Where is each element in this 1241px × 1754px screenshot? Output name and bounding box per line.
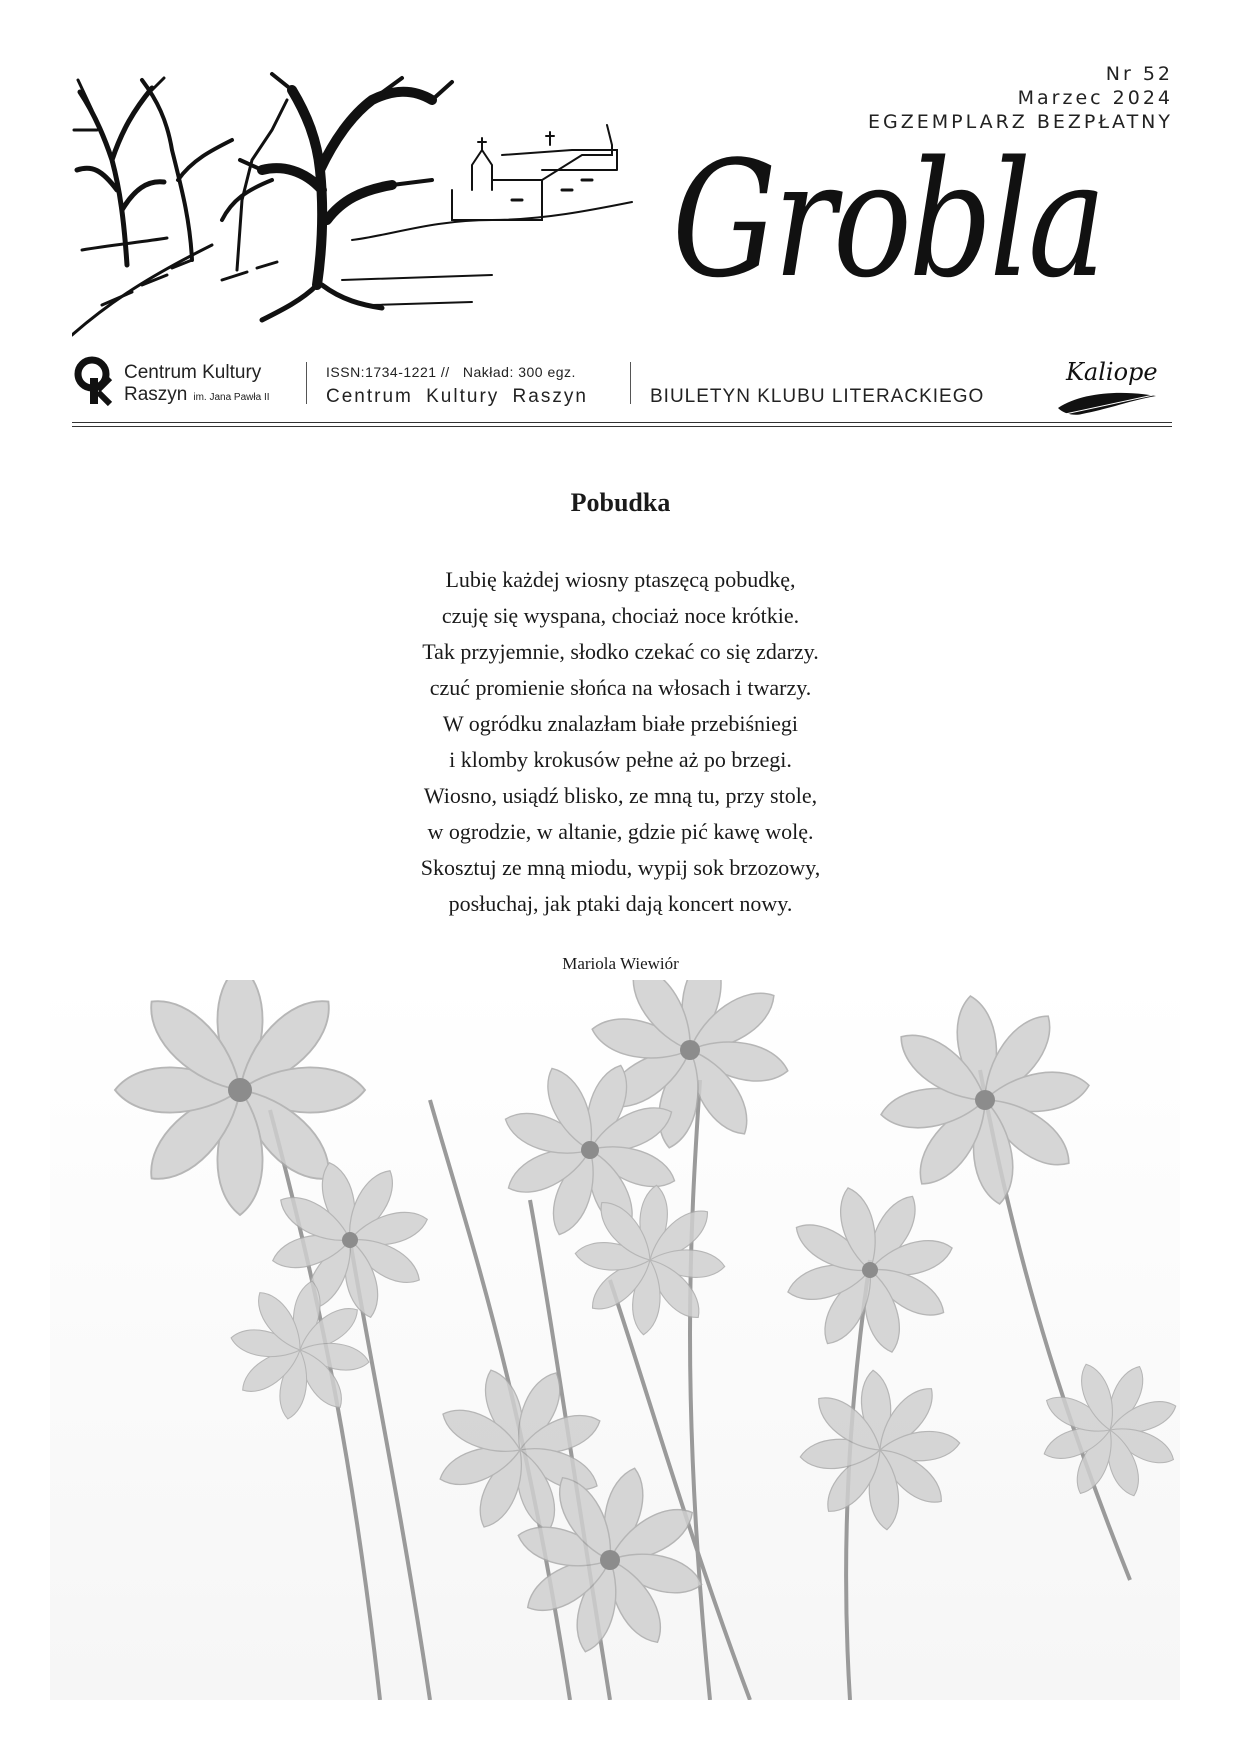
svg-text:Kaliope: Kaliope [1066, 358, 1158, 386]
masthead-title: Grobla [672, 126, 1103, 313]
print-run: Nakład: 300 egz. [462, 364, 576, 380]
poem-line: Tak przyjemnie, słodko czekać co się zdarzy. [422, 639, 819, 664]
poem-line: czuję się wyspana, chociaż noce krótkie. [441, 603, 800, 628]
poem-title: Pobudka [570, 488, 671, 517]
centrum-kultury-name [124, 362, 270, 409]
header-rule [72, 422, 1172, 427]
poem-line: w ogrodzie, w altanie, gdzie pić kawę wolę. [427, 819, 814, 844]
poem-line: Wiosno, usiądź blisko, ze mną tu, przy stole, [423, 783, 818, 808]
poem-author: Mariola Wiewiór [562, 954, 679, 973]
publication-info [326, 364, 588, 408]
issue-date: Marzec 2024 [1017, 87, 1173, 109]
logo-name-line2: Raszyn [124, 384, 188, 405]
divider [630, 362, 631, 404]
sub-header [72, 356, 1172, 416]
cosmos-flowers-illustration [50, 980, 1180, 1700]
issn: ISSN:1734-1221 // [326, 364, 450, 380]
poem-line: i klomby krokusów pełne aż po brzegi. [449, 747, 792, 772]
centrum-kultury-logo-icon [72, 356, 116, 408]
issue-number: Nr 52 [1105, 63, 1173, 85]
poem-line: Lubię każdej wiosny ptaszęcą pobudkę, [445, 567, 796, 592]
logo-patron: im. Jana Pawła II [193, 392, 270, 403]
poem-line: W ogródku znalazłam białe przebiśniegi [442, 711, 799, 736]
kaliope-feather-logo-icon [1052, 356, 1172, 420]
organization-name: Centrum Kultury Raszyn [326, 386, 588, 407]
poem-body [0, 562, 1241, 922]
header-illustration [72, 70, 692, 340]
poem-line: Skosztuj ze mną miodu, wypij sok brzozowy, [420, 855, 821, 880]
divider [306, 362, 307, 404]
poem-line: czuć promienie słońca na włosach i twarzy. [429, 675, 812, 700]
poem-line: posłuchaj, jak ptaki dają koncert nowy. [448, 891, 793, 916]
logo-name-line1: Centrum Kultury [124, 362, 262, 383]
bulletin-subtitle: BIULETYN KLUBU LITERACKIEGO [650, 386, 985, 407]
free-copy-note: EGZEMPLARZ BEZPŁATNY [867, 111, 1173, 133]
